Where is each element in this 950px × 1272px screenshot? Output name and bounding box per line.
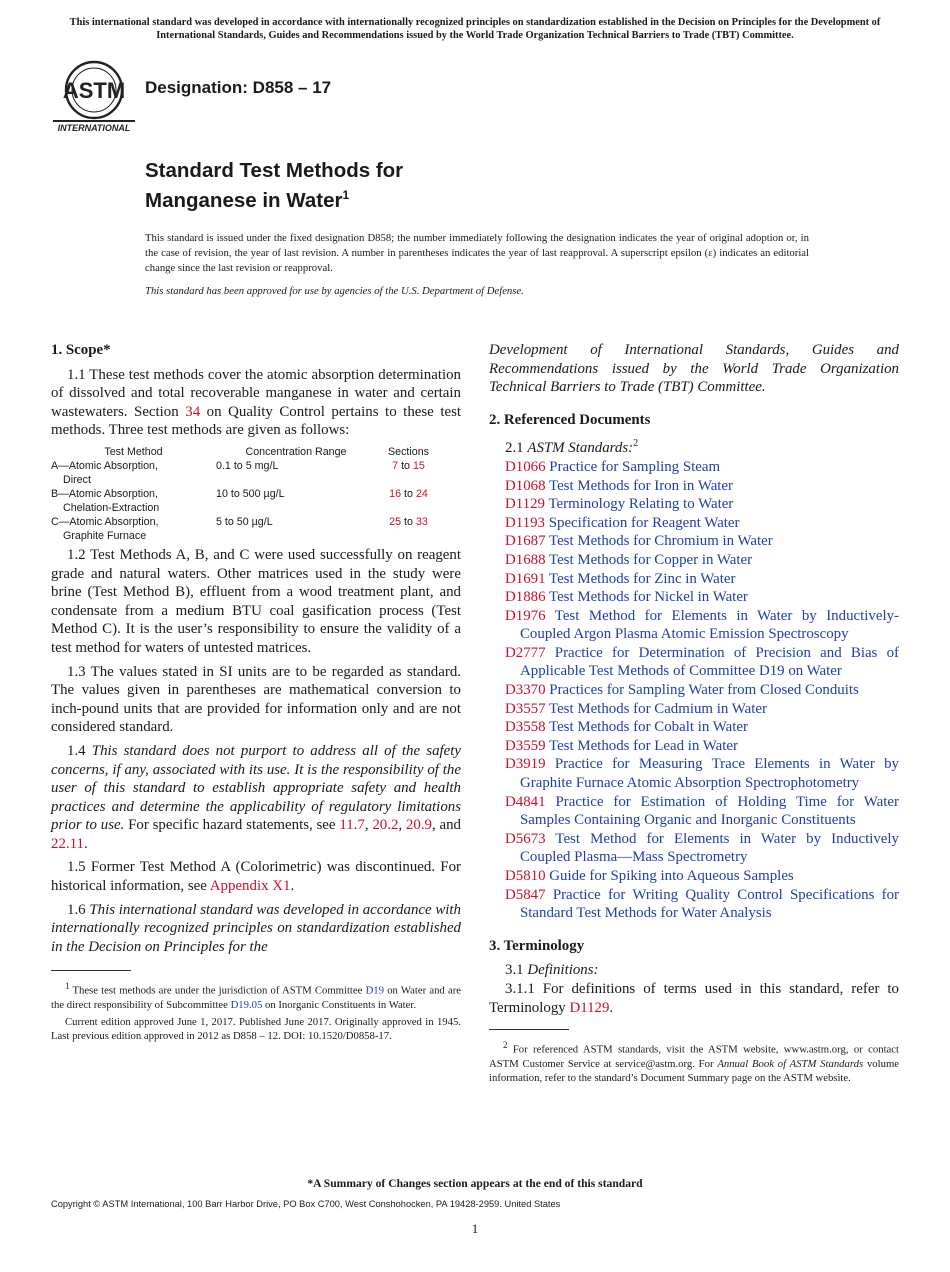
reference-code-link[interactable]: D5810 (505, 868, 546, 884)
scope-1-1: 1.1 These test methods cover the atomic absorption determination of dissolved and total recoverable manganese in water and certain wastewaters. Section 34 on Quality Control pertains to these test methods. Three test methods are given as follows: (51, 366, 461, 439)
section-link[interactable]: 7 (392, 459, 399, 472)
reference-title-link[interactable]: Guide for Spiking into Aqueous Samples (549, 868, 794, 884)
reference-item (489, 588, 899, 607)
reference-item (489, 737, 899, 756)
footnote-2: $^2$ For referenced ASTM standards, visit the ASTM website, www.astm.org, or contact ASTM Customer Service at service@astm.org. For Annual Book of ASTM Standards volume information, refer to the standard’s Document Summary page on the ASTM website. (489, 1040, 899, 1084)
reference-code-link[interactable]: D1066 (505, 458, 546, 475)
reference-item (489, 755, 899, 792)
section-link[interactable]: 16 (389, 487, 402, 500)
ref-20-2-link[interactable]: 20.2 (372, 817, 399, 834)
reference-code-link[interactable]: D1193 (505, 514, 545, 531)
reference-item (489, 681, 899, 700)
test-method-table (51, 445, 441, 543)
reference-item (489, 458, 899, 477)
ref-22-11-link[interactable]: 22.11 (51, 835, 84, 852)
left-column (51, 341, 461, 1046)
tbt-notice: This international standard was developed in accordance with internationally recognized principles on standardization established in the Decision on Principles for the Development of International Standards, Guides and Recommendations issued by the World Trade Organization Technical Barriers to Trade (TBT) Committee. (69, 17, 881, 41)
reference-title-link[interactable]: Test Methods for Cadmium in Water (549, 700, 767, 717)
definitions-subheading: 3.1 Definitions: (505, 962, 599, 979)
reference-title-link[interactable]: Test Methods for Nickel in Water (549, 589, 748, 606)
col-sections: Sections (388, 445, 429, 458)
referenced-documents-heading: 2. Referenced Documents (489, 411, 651, 428)
section-34-link[interactable]: 34 (185, 403, 201, 420)
reference-code-link[interactable]: D1068 (505, 477, 546, 494)
reference-code-link[interactable]: D3559 (505, 737, 546, 754)
reference-item (489, 644, 899, 681)
edition-note: Current edition approved June 1, 2017. Published June 2017. Originally approved in 1945. Last previous edition approved in 2012 as D858 – 12. DOI: 10.1520/D0858-17. (51, 1016, 461, 1042)
summary-of-changes-note: *A Summary of Changes section appears at the end of this standard (307, 1177, 643, 1190)
ref-11-7-link[interactable]: 11.7 (339, 817, 365, 834)
reference-code-link[interactable]: D3919 (505, 756, 546, 773)
footnote-1: $^1$ These test methods are under the jurisdiction of ASTM Committee D19 on Water and are the direct responsibility of Subcommittee D19.05 on Inorganic Constituents in Water. Current edition approved June 1, 2017. Published June 2017. Originally approved in 1945. Last previous edition approved in 2012 as D858 – 12. DOI: 10.1520/D0858-17. (51, 981, 461, 1042)
ref-20-9-link[interactable]: 20.9 (405, 817, 432, 834)
scope-1-2: 1.2 Test Methods A, B, and C were used successfully on reagent grade and natural waters. Other matrices used in the study were brine (Test Method B), effluent from a wood treatment plant, and condensate from a medium BTU coal gasification process (Test Method C). It is the user’s responsibility to ensure the validity of a test method for waters of untested matrices. (51, 546, 461, 656)
issue-note: This standard is issued under the fixed designation D858; the number immediately following the designation indicates the year of original adoption or, in the case of revision, the year of last revision. A number in parentheses indicates the year of last reapproval. A superscript epsilon (ε) indicates an editorial change since the last revision or reapproval. (145, 232, 809, 274)
reference-title-link[interactable]: Test Methods for Cobalt in Water (549, 719, 748, 736)
section-link[interactable]: 24 (415, 487, 428, 500)
astm-standards-subheading: 2.1 ASTM Standards:$^2$ (505, 438, 639, 457)
col-test-method: Test Method (104, 445, 163, 458)
reference-code-link[interactable]: D5847 (505, 886, 546, 903)
reference-title-link[interactable]: Test Methods for Copper in Water (549, 551, 753, 568)
reference-code-link[interactable]: D2777 (505, 644, 546, 661)
footnote-divider (489, 1029, 569, 1030)
table-header (51, 445, 441, 459)
reference-item (489, 830, 899, 867)
col-concentration-range: Concentration Range (245, 445, 347, 458)
reference-title-link[interactable]: Specification for Reagent Water (548, 514, 740, 531)
d1129-link[interactable]: D1129 (569, 999, 610, 1016)
reference-item (489, 607, 899, 644)
reference-code-link[interactable]: D1976 (505, 607, 546, 624)
scope-1-4: 1.4 This standard does not purport to address all of the safety concerns, if any, associated with its use. It is the responsibility of the user of this standard to establish appropriate safety and health practices and determine the applicability of regulatory limitations prior to use. For specific hazard statements, see 11.7, 20.2, 20.9, and 22.11. (51, 742, 462, 852)
reference-list (489, 458, 899, 923)
subcommittee-d19-05-link[interactable]: D19.05 (230, 999, 263, 1011)
reference-item (489, 718, 899, 737)
reference-title-link[interactable]: Practices for Sampling Water from Closed Conduits (549, 682, 859, 699)
reference-code-link[interactable]: D3558 (505, 719, 546, 736)
reference-item (489, 886, 899, 923)
scope-1-5: 1.5 Former Test Method A (Colorimetric) was discontinued. For historical information, see Appendix X1. (51, 859, 461, 895)
reference-code-link[interactable]: D1886 (505, 589, 546, 606)
reference-item (489, 514, 899, 533)
logo-name: INTERNATIONAL (57, 123, 131, 133)
section-link[interactable]: 33 (415, 515, 428, 528)
reference-title-link[interactable]: Practice for Writing Quality Control Specifications for Standard Test Methods for Water Analysis (520, 886, 899, 922)
scope-1-3: 1.3 The values stated in SI units are to be regarded as standard. The values given in parentheses are mathematical conversion to inch-pound units that are provided for information only and are not considered standard. (51, 663, 461, 736)
reference-title-link[interactable]: Test Method for Elements in Water by Inductively-Coupled Argon Plasma Atomic Emission Spectroscopy (520, 607, 899, 643)
scope-heading: 1. Scope* (51, 342, 111, 358)
reference-item (489, 495, 899, 514)
page-title (145, 158, 403, 213)
reference-item (489, 867, 899, 886)
logo-mark: ASTM (62, 78, 126, 103)
page-number: 1 (471, 1221, 479, 1236)
dod-note: This standard has been approved for use by agencies of the U.S. Department of Defense. (145, 285, 524, 297)
reference-title-link[interactable]: Terminology Relating to Water (548, 496, 734, 513)
reference-title-link[interactable]: Practice for Determination of Precision and Bias of Applicable Test Methods of Committee D19 on Water (520, 644, 899, 680)
reference-code-link[interactable]: D1691 (505, 570, 546, 587)
reference-item (489, 477, 899, 496)
reference-item (489, 551, 899, 570)
reference-code-link[interactable]: D1129 (505, 496, 545, 513)
table-row: B—Atomic Absorption, Chelation-Extraction 10 to 500 µg/L 16 to 24 (51, 487, 428, 514)
reference-code-link[interactable]: D4841 (505, 793, 546, 810)
reference-title-link[interactable]: Practice for Sampling Steam (549, 458, 721, 475)
astm-logo (53, 58, 135, 134)
reference-title-link[interactable]: Test Methods for Chromium in Water (549, 533, 773, 550)
committee-d19-link[interactable]: D19 (365, 985, 384, 997)
right-column (489, 341, 899, 1088)
reference-title-link[interactable]: Test Methods for Zinc in Water (549, 570, 736, 587)
scope-1-6: 1.6 This international standard was developed in accordance with internationally recognized principles on standardization established in the Decision on Principles for the (51, 901, 462, 955)
terminology-3-1-1: 3.1.1 For definitions of terms used in this standard, refer to Terminology D1129. (489, 980, 899, 1016)
title-line-1: Standard Test Methods for (145, 159, 404, 182)
scope-1-6-continued: Development of International Standards, Guides and Recommendations issued by the World Trade Organization Technical Barriers to Trade (TBT) Committee. (489, 342, 899, 396)
footnote-divider (51, 970, 131, 971)
reference-code-link[interactable]: D3370 (505, 682, 546, 699)
reference-title-link[interactable]: Practice for Measuring Trace Elements in Water by Graphite Furnace Atomic Absorption Spectrophotometry (520, 756, 899, 792)
reference-title-link[interactable]: Practice for Estimation of Holding Time for Water Samples Containing Organic and Inorganic Constituents (520, 793, 899, 829)
reference-item (489, 700, 899, 719)
reference-title-link[interactable]: Test Method for Elements in Water by Inductively Coupled Plasma—Mass Spectrometry (520, 830, 899, 866)
reference-code-link[interactable]: D3557 (505, 700, 546, 717)
title-footnote-marker: 1 (342, 188, 350, 202)
reference-title-link[interactable]: Test Methods for Lead in Water (549, 737, 738, 754)
section-link[interactable]: 15 (412, 459, 425, 472)
reference-code-link[interactable]: D1688 (505, 551, 546, 568)
reference-title-link[interactable]: Test Methods for Iron in Water (549, 477, 734, 494)
terminology-heading: 3. Terminology (489, 937, 585, 954)
designation: Designation: D858 – 17 (145, 78, 332, 97)
table-row: C—Atomic Absorption, Graphite Furnace 5 to 50 µg/L 25 to 33 (51, 515, 428, 542)
section-link[interactable]: 25 (389, 515, 402, 528)
reference-item (489, 532, 899, 551)
appendix-x1-link[interactable]: Appendix X1 (209, 878, 291, 895)
reference-item (489, 793, 899, 830)
table-row: A—Atomic Absorption, Direct 0.1 to 5 mg/L 7 to 15 (51, 459, 425, 486)
reference-code-link[interactable]: D5673 (505, 830, 546, 847)
reference-item (489, 570, 899, 589)
reference-code-link[interactable]: D1687 (505, 533, 546, 550)
title-line-2: Manganese in Water (145, 188, 343, 212)
copyright: Copyright © ASTM International, 100 Barr Harbor Drive, PO Box C700, West Conshohocken, PA 19428-2959. United States (51, 1199, 561, 1209)
